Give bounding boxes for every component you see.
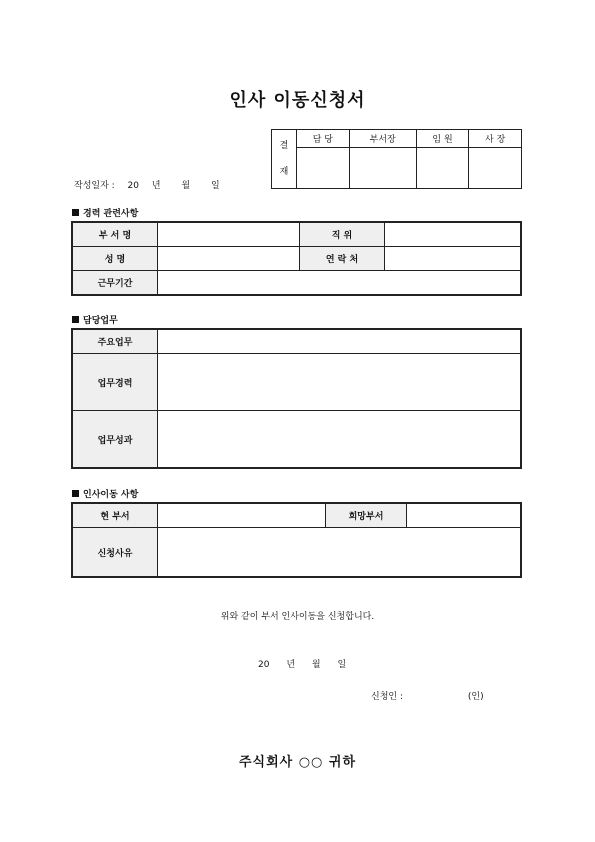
- applicant-line: [371, 689, 484, 702]
- contact-field[interactable]: [385, 247, 522, 271]
- section-duties-heading: [72, 313, 118, 326]
- desired-dept-label: 희망부서: [326, 503, 407, 528]
- position-label: 직 위: [300, 222, 385, 247]
- applicant-label: 신청인 :: [371, 692, 403, 702]
- approval-header-staff: 담 당: [297, 130, 350, 148]
- duty-result-label: 업무성과: [72, 411, 158, 469]
- applicant-seal: (인): [467, 692, 484, 702]
- duty-career-field[interactable]: [158, 354, 522, 411]
- square-bullet-icon: [72, 209, 79, 216]
- recipient-footer: 주식회사 ○○ 귀하: [238, 755, 357, 770]
- transfer-table: [71, 502, 522, 578]
- reason-field[interactable]: [158, 528, 522, 578]
- dept-label: 부 서 명: [72, 222, 158, 247]
- document-title: 인사 이동신청서: [229, 90, 366, 111]
- signing-date-year-unit: 년: [286, 660, 296, 670]
- section-transfer-heading: [72, 487, 138, 500]
- duty-result-field[interactable]: [158, 411, 522, 469]
- position-field[interactable]: [385, 222, 522, 247]
- current-dept-label: 현 부서: [72, 503, 158, 528]
- approval-header-president: 사 장: [469, 130, 522, 148]
- approval-sign-executive[interactable]: [416, 148, 469, 189]
- approval-header-executive: 임 원: [416, 130, 469, 148]
- name-label: 성 명: [72, 247, 158, 271]
- main-duty-field[interactable]: [158, 329, 522, 354]
- approval-label-top: 결: [279, 141, 289, 151]
- signing-date-day-unit: 일: [337, 660, 347, 670]
- square-bullet-icon: [72, 316, 79, 323]
- contact-label: 연 락 처: [300, 247, 385, 271]
- section-duties-title: 담당업무: [83, 316, 118, 326]
- approval-label: [272, 130, 297, 189]
- approval-header-manager: 부서장: [349, 130, 416, 148]
- approval-sign-manager[interactable]: [349, 148, 416, 189]
- signing-date-year: 20: [258, 660, 270, 670]
- reason-label: 신청사유: [72, 528, 158, 578]
- section-career-title: 경력 관련사항: [83, 209, 139, 219]
- approval-sign-staff[interactable]: [297, 148, 350, 189]
- written-date: [74, 178, 230, 191]
- square-bullet-icon: [72, 490, 79, 497]
- period-label: 근무기간: [72, 271, 158, 296]
- career-table: [71, 221, 522, 296]
- section-career-heading: [72, 206, 138, 219]
- duty-career-label: 업무경력: [72, 354, 158, 411]
- dept-field[interactable]: [158, 222, 300, 247]
- approval-table: [271, 129, 522, 189]
- signing-date-month-unit: 월: [311, 660, 321, 670]
- main-duty-label: 주요업무: [72, 329, 158, 354]
- written-date-month-unit: 월: [181, 181, 191, 191]
- request-statement: 위와 같이 부서 인사이동을 신청합니다.: [220, 612, 375, 622]
- approval-sign-president[interactable]: [469, 148, 522, 189]
- section-transfer-title: 인사이동 사항: [83, 490, 139, 500]
- current-dept-field[interactable]: [158, 503, 326, 528]
- written-date-year-unit: 년: [151, 181, 161, 191]
- written-date-day-unit: 일: [211, 181, 220, 191]
- desired-dept-field[interactable]: [407, 503, 522, 528]
- period-field[interactable]: [158, 271, 522, 296]
- approval-label-bottom: 재: [279, 167, 289, 177]
- written-date-year: 20: [127, 181, 139, 191]
- signing-date: [258, 657, 360, 670]
- duties-table: [71, 328, 522, 469]
- written-date-label: 작성일자 :: [74, 181, 115, 191]
- name-field[interactable]: [158, 247, 300, 271]
